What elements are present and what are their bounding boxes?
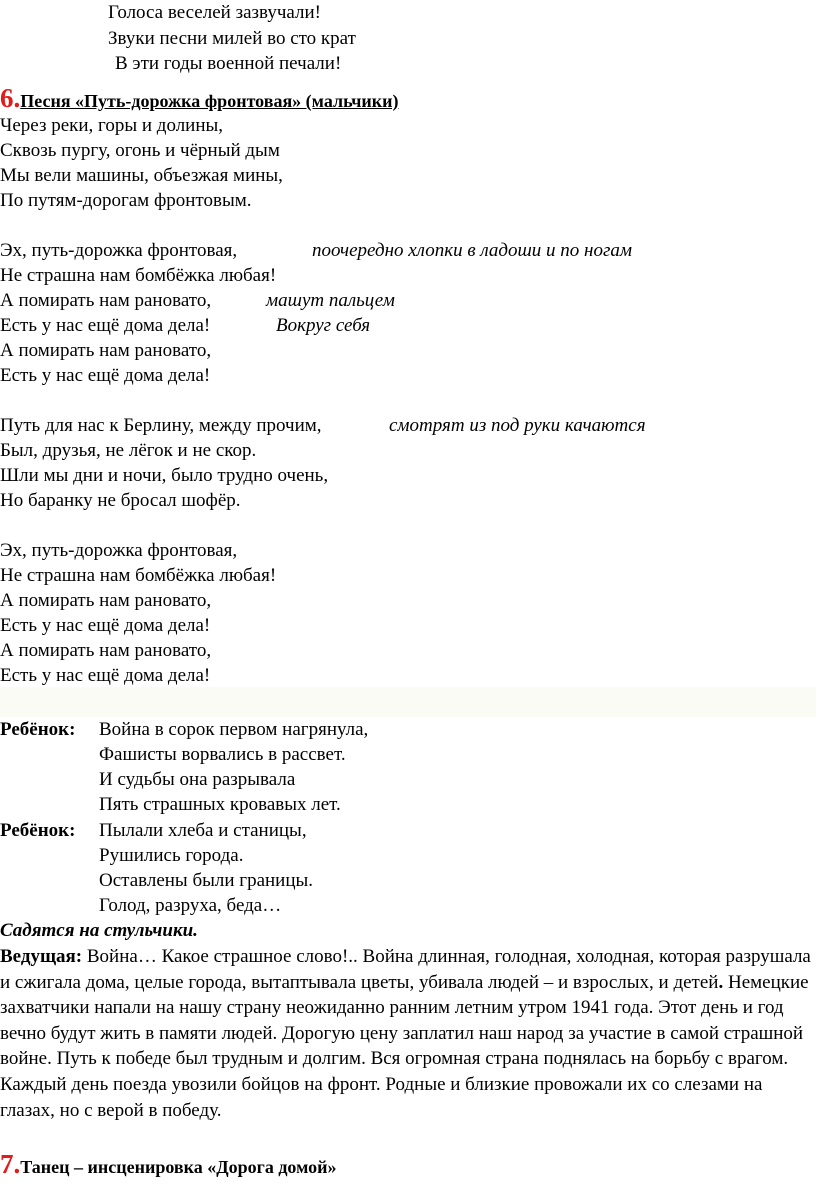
section-7-number: 7.	[0, 1149, 21, 1179]
page-break-band	[0, 687, 816, 717]
host-paragraph	[0, 944, 812, 1123]
direction-wave: машут пальцем	[266, 290, 395, 311]
section-6-number: 6.	[0, 83, 21, 113]
poem2-line-3: Оставлены были границы.	[99, 870, 314, 891]
section-7-heading	[0, 1148, 336, 1180]
host-role: Ведущая:	[0, 946, 83, 967]
chorus1-line-1: Эх, путь-дорожка фронтовая,	[0, 240, 238, 261]
chorus2-line-3: А помирать нам рановато,	[0, 590, 212, 611]
host-bold-dot: .	[718, 971, 724, 993]
intro-line-1: Голоса веселей зазвучали!	[108, 2, 321, 23]
direction-clap: поочередно хлопки в ладоши и по ногам	[312, 240, 633, 261]
poem1-speaker	[0, 717, 75, 742]
poem1-line-3: И судьбы она разрывала	[99, 769, 296, 790]
chorus2-line-5: А помирать нам рановато,	[0, 640, 212, 661]
poem2-speaker	[0, 818, 75, 843]
host-text-a: Война… Какое страшное слово!.. Война длинная, голодная, холодная, которая разрушала и сжигала дома, целые города, вытаптывала цветы, убивала людей – и взрослых, и детей	[0, 946, 811, 993]
poem2-line-2: Рушились города.	[99, 845, 244, 866]
section-6-title: Песня «Путь-дорожка фронтовая» (мальчики)	[20, 91, 399, 111]
verse2-line-1: Путь для нас к Берлину, между прочим,	[0, 415, 322, 436]
verse2-line-2: Был, друзья, не лёгок и не скор.	[0, 440, 257, 461]
child-role-1: Ребёнок:	[0, 719, 76, 740]
section-7-title: Танец – инсценировка «Дорога домой»	[20, 1157, 337, 1177]
poem1-line-4: Пять страшных кровавых лет.	[99, 794, 341, 815]
stage-direction: Садятся на стульчики.	[0, 920, 198, 941]
chorus2-line-1: Эх, путь-дорожка фронтовая,	[0, 540, 238, 561]
chorus2-line-2: Не страшна нам бомбёжка любая!	[0, 565, 277, 586]
child-role-2: Ребёнок:	[0, 820, 76, 841]
poem1-line-1: Война в сорок первом нагрянула,	[99, 719, 369, 740]
direction-look: смотрят из под руки качаются	[389, 415, 646, 436]
verse1-line-2: Сквозь пургу, огонь и чёрный дым	[0, 140, 280, 161]
intro-line-3: В эти годы военной печали!	[115, 53, 342, 74]
chorus1-line-5: А помирать нам рановато,	[0, 340, 212, 361]
chorus1-line-6: Есть у нас ещё дома дела!	[0, 365, 211, 386]
chorus1-line-2: Не страшна нам бомбёжка любая!	[0, 265, 277, 286]
intro-line-2: Звуки песни милей во сто крат	[108, 28, 356, 49]
verse1-line-4: По путям-дорогам фронтовым.	[0, 190, 252, 211]
verse1-line-3: Мы вели машины, объезжая мины,	[0, 165, 283, 186]
host-text-b: Немецкие захватчики напали на нашу страну неожиданно ранним летним утром 1941 года. Этот день и год вечно будут жить в памяти людей. Дорогую цену заплатил наш народ за участие в самой страшной войне. Путь к победе был трудным и долгим. Вся огромная страна поднялась на борьбу с врагом. Каждый день поезда увозили бойцов на фронт. Родные и близкие провожали их со слезами на глазах, но с верой в победу.	[0, 971, 809, 1121]
poem1-line-2: Фашисты ворвались в рассвет.	[99, 744, 346, 765]
poem2-line-1: Пылали хлеба и станицы,	[99, 820, 307, 841]
verse2-line-4: Но баранку не бросал шофёр.	[0, 490, 241, 511]
verse2-line-3: Шли мы дни и ночи, было трудно очень,	[0, 465, 329, 486]
poem2-line-4: Голод, разруха, беда…	[99, 895, 282, 916]
chorus1-line-3: А помирать нам рановато,	[0, 290, 212, 311]
verse1-line-1: Через реки, горы и долины,	[0, 115, 224, 136]
section-6-heading	[0, 82, 398, 114]
direction-around: Вокруг себя	[276, 315, 371, 336]
chorus2-line-6: Есть у нас ещё дома дела!	[0, 665, 211, 686]
chorus2-line-4: Есть у нас ещё дома дела!	[0, 615, 211, 636]
chorus1-line-4: Есть у нас ещё дома дела!	[0, 315, 211, 336]
